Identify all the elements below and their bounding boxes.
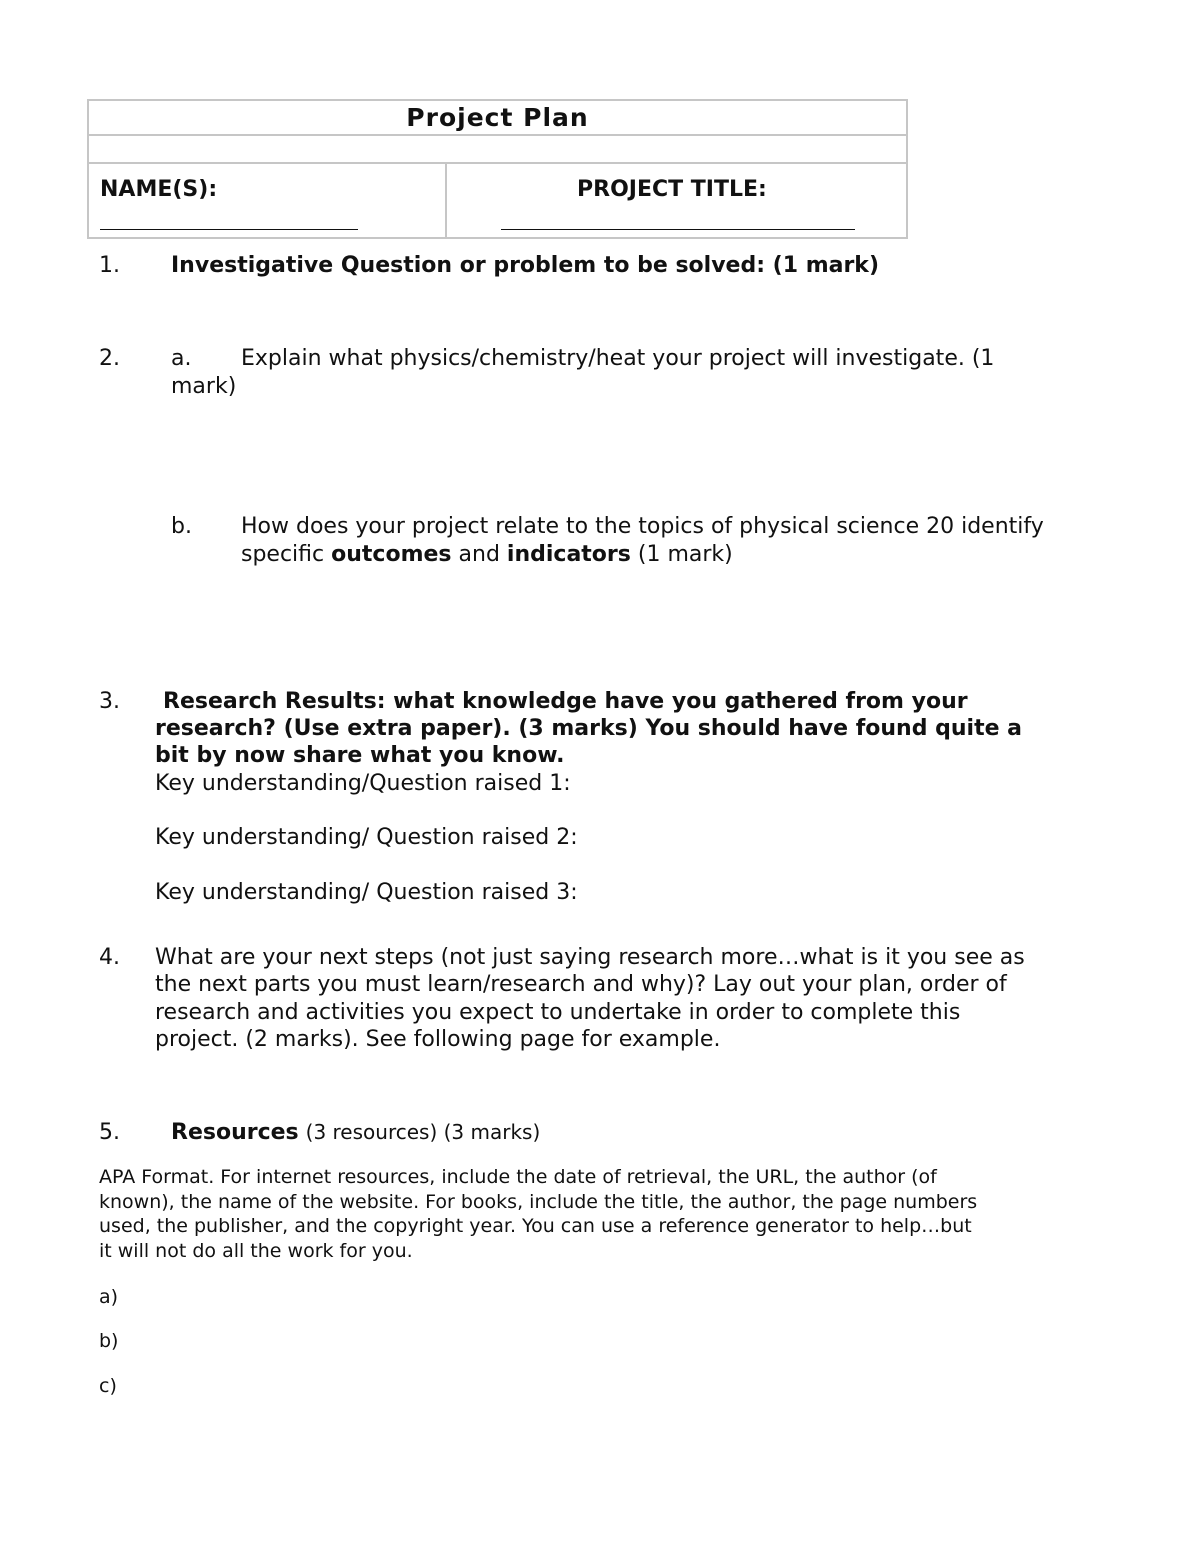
resource-item-a: a) <box>99 1286 119 1308</box>
q2-a-text: Explain what physics/chemistry/heat your project will investigate. (1 <box>241 346 995 371</box>
resource-item-c: c) <box>99 1375 117 1397</box>
apa-line1: APA Format. For internet resources, include the date of retrieval, the URL, the author (of <box>99 1166 937 1188</box>
q2-b-text: How does your project relate to the topics of physical science 20 identify <box>241 514 1044 539</box>
q3-line1: Research Results: what knowledge have you gathered from your <box>163 689 968 714</box>
q2-a-text-cont: mark) <box>171 374 237 399</box>
header-table <box>87 99 908 239</box>
q5-heading-line <box>171 1119 540 1146</box>
q3-number: 3. <box>99 689 120 714</box>
header-empty-row <box>89 136 906 164</box>
q2-b-and: and <box>458 542 500 567</box>
q3-line3: bit by now share what you know. <box>155 743 565 768</box>
q5-sub: (3 resources) (3 marks) <box>305 1120 541 1144</box>
project-title-cell <box>447 164 906 237</box>
project-title-label: PROJECT TITLE: <box>577 177 767 202</box>
names-cell <box>89 164 447 237</box>
q2-a-label: a. <box>171 346 192 371</box>
q3-key2: Key understanding/ Question raised 2: <box>155 825 578 850</box>
q2-number: 2. <box>99 346 120 371</box>
names-fill-line[interactable] <box>100 229 358 230</box>
q2-b-indicators: indicators <box>506 542 631 567</box>
apa-line3: used, the publisher, and the copyright year. You can use a reference generator to help…but <box>99 1215 972 1237</box>
names-label: NAME(S): <box>100 177 218 202</box>
q4-line1: What are your next steps (not just saying research more…what is it you see as <box>155 945 1025 970</box>
resource-item-b: b) <box>99 1330 119 1352</box>
q5-heading: Resources <box>171 1120 299 1145</box>
q2-b-outcomes: outcomes <box>331 542 452 567</box>
q4-line4: project. (2 marks). See following page for example. <box>155 1027 721 1052</box>
page-title: Project Plan <box>89 101 906 136</box>
q3-key1: Key understanding/Question raised 1: <box>155 771 571 796</box>
q2-b-label: b. <box>171 514 192 539</box>
apa-line2: known), the name of the website. For books, include the title, the author, the page numbers <box>99 1191 978 1213</box>
q4-line2: the next parts you must learn/research and why)? Lay out your plan, order of <box>155 972 1007 997</box>
q3-key3: Key understanding/ Question raised 3: <box>155 880 578 905</box>
q2-b-mark: (1 mark) <box>637 542 733 567</box>
q3-line2: research? (Use extra paper). (3 marks) You should have found quite a <box>155 716 1023 741</box>
q4-line3: research and activities you expect to undertake in order to complete this <box>155 1000 961 1025</box>
q2-b-line2 <box>241 541 733 568</box>
q1-text: Investigative Question or problem to be solved: (1 mark) <box>171 253 879 278</box>
q1-number: 1. <box>99 253 120 278</box>
q2-b-specific: specific <box>241 542 325 567</box>
project-title-fill-line[interactable] <box>501 229 855 230</box>
apa-line4: it will not do all the work for you. <box>99 1240 413 1262</box>
q4-number: 4. <box>99 945 120 970</box>
q5-number: 5. <box>99 1120 120 1145</box>
